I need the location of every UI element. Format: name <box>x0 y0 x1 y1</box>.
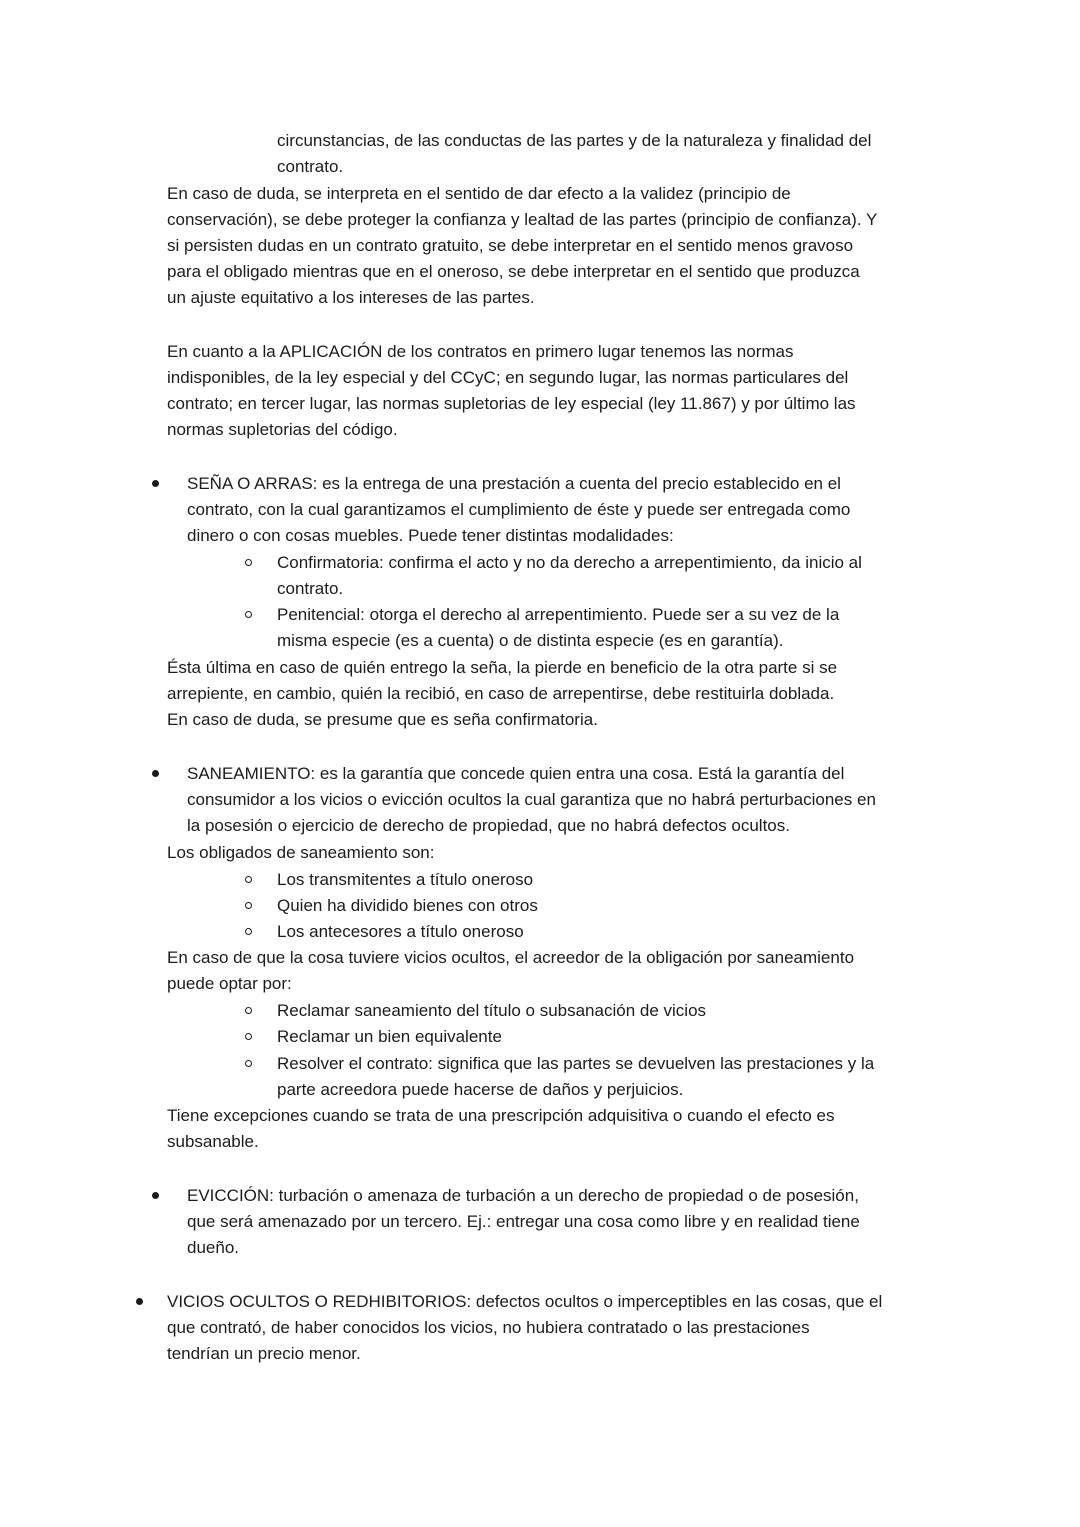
bullet-icon <box>152 1192 159 1199</box>
bullet-icon <box>136 1298 143 1305</box>
circle-bullet-icon <box>245 559 252 566</box>
circle-bullet-icon <box>245 902 252 909</box>
saneamiento-line-1: SANEAMIENTO: es la garantía que concede quien entra una cosa. Está la garantía del <box>187 764 845 783</box>
aplicacion-line-1: En cuanto a la APLICACIÓN de los contratos en primero lugar tenemos las normas <box>167 342 794 361</box>
circle-bullet-icon <box>245 1007 252 1014</box>
interpretacion-line-5: un ajuste equitativo a los intereses de las partes. <box>167 288 535 307</box>
obligados-intro: Los obligados de saneamiento son: <box>167 843 435 862</box>
sena-after-line-2: arrepiente, en cambio, quién la recibió, en caso de arrepentirse, debe restituirla doblada. <box>167 684 835 703</box>
saneamiento-line-2: consumidor a los vicios o evicción ocultos la cual garantiza que no habrá perturbaciones en <box>187 790 876 809</box>
intro-line-1: circunstancias, de las conductas de las partes y de la naturaleza y finalidad del <box>277 131 872 150</box>
eviccion-line-2: que será amenazado por un tercero. Ej.: entregar una cosa como libre y en realidad tiene <box>187 1212 860 1231</box>
opcion-item-3-line-1: Resolver el contrato: significa que las partes se devuelven las prestaciones y la <box>277 1054 875 1073</box>
sena-item-1-line-1: Confirmatoria: confirma el acto y no da derecho a arrepentimiento, da inicio al <box>277 553 862 572</box>
sena-after-line-1: Ésta última en caso de quién entrego la seña, la pierde en beneficio de la otra parte si se <box>167 658 838 677</box>
saneamiento-line-3: la posesión o ejercicio de derecho de propiedad, que no habrá defectos ocultos. <box>187 816 790 835</box>
vicios-intro-line-2: puede optar por: <box>167 974 292 993</box>
circle-bullet-icon <box>245 876 252 883</box>
interpretacion-line-3: si persisten dudas en un contrato gratuito, se debe interpretar en el sentido menos gravoso <box>167 236 854 255</box>
interpretacion-line-4: para el obligado mientras que en el oneroso, se debe interpretar en el sentido que produzca <box>167 262 860 281</box>
aplicacion-line-3: contrato; en tercer lugar, las normas supletorias de ley especial (ley 11.867) y por último las <box>167 394 856 413</box>
obligado-item-3: Los antecesores a título oneroso <box>277 922 524 941</box>
aplicacion-line-2: indisponibles, de la ley especial y del CCyC; en segundo lugar, las normas particulares del <box>167 368 849 387</box>
excepciones-line-1: Tiene excepciones cuando se trata de una prescripción adquisitiva o cuando el efecto es <box>167 1106 835 1125</box>
bullet-icon <box>152 770 159 777</box>
opcion-item-3-line-2: parte acreedora puede hacerse de daños y perjuicios. <box>277 1080 684 1099</box>
circle-bullet-icon <box>245 1033 252 1040</box>
obligado-item-1: Los transmitentes a título oneroso <box>277 870 534 889</box>
sena-item-2-line-1: Penitencial: otorga el derecho al arrepentimiento. Puede ser a su vez de la <box>277 605 840 624</box>
eviccion-line-1: EVICCIÓN: turbación o amenaza de turbación a un derecho de propiedad o de posesión, <box>187 1186 859 1205</box>
vicios-intro-line-1: En caso de que la cosa tuviere vicios ocultos, el acreedor de la obligación por saneamiento <box>167 948 855 967</box>
aplicacion-line-4: normas supletorias del código. <box>167 420 398 439</box>
sena-line-2: contrato, con la cual garantizamos el cumplimiento de éste y puede ser entregada como <box>187 500 851 519</box>
vicios-ocultos-line-1: VICIOS OCULTOS O REDHIBITORIOS: defectos ocultos o imperceptibles en las cosas, que el <box>167 1292 883 1311</box>
bullet-icon <box>152 480 159 487</box>
sena-line-3: dinero o con cosas muebles. Puede tener distintas modalidades: <box>187 526 674 545</box>
vicios-ocultos-line-2: que contrató, de haber conocidos los vicios, no hubiera contratado o las prestaciones <box>167 1318 810 1337</box>
sena-after-line-3: En caso de duda, se presume que es seña confirmatoria. <box>167 710 598 729</box>
circle-bullet-icon <box>245 1060 252 1067</box>
excepciones-line-2: subsanable. <box>167 1132 259 1151</box>
sena-item-2-line-2: misma especie (es a cuenta) o de distinta especie (es en garantía). <box>277 631 784 650</box>
intro-line-2: contrato. <box>277 157 344 176</box>
obligado-item-2: Quien ha dividido bienes con otros <box>277 896 538 915</box>
interpretacion-line-1: En caso de duda, se interpreta en el sentido de dar efecto a la validez (principio de <box>167 184 791 203</box>
opcion-item-2: Reclamar un bien equivalente <box>277 1027 502 1046</box>
opcion-item-1: Reclamar saneamiento del título o subsanación de vicios <box>277 1001 707 1020</box>
interpretacion-line-2: conservación), se debe proteger la confianza y lealtad de las partes (principio de confianza). Y <box>167 210 878 229</box>
circle-bullet-icon <box>245 928 252 935</box>
eviccion-line-3: dueño. <box>187 1238 239 1257</box>
circle-bullet-icon <box>245 611 252 618</box>
vicios-ocultos-line-3: tendrían un precio menor. <box>167 1344 361 1363</box>
sena-line-1: SEÑA O ARRAS: es la entrega de una prestación a cuenta del precio establecido en el <box>187 474 841 493</box>
sena-item-1-line-2: contrato. <box>277 579 344 598</box>
